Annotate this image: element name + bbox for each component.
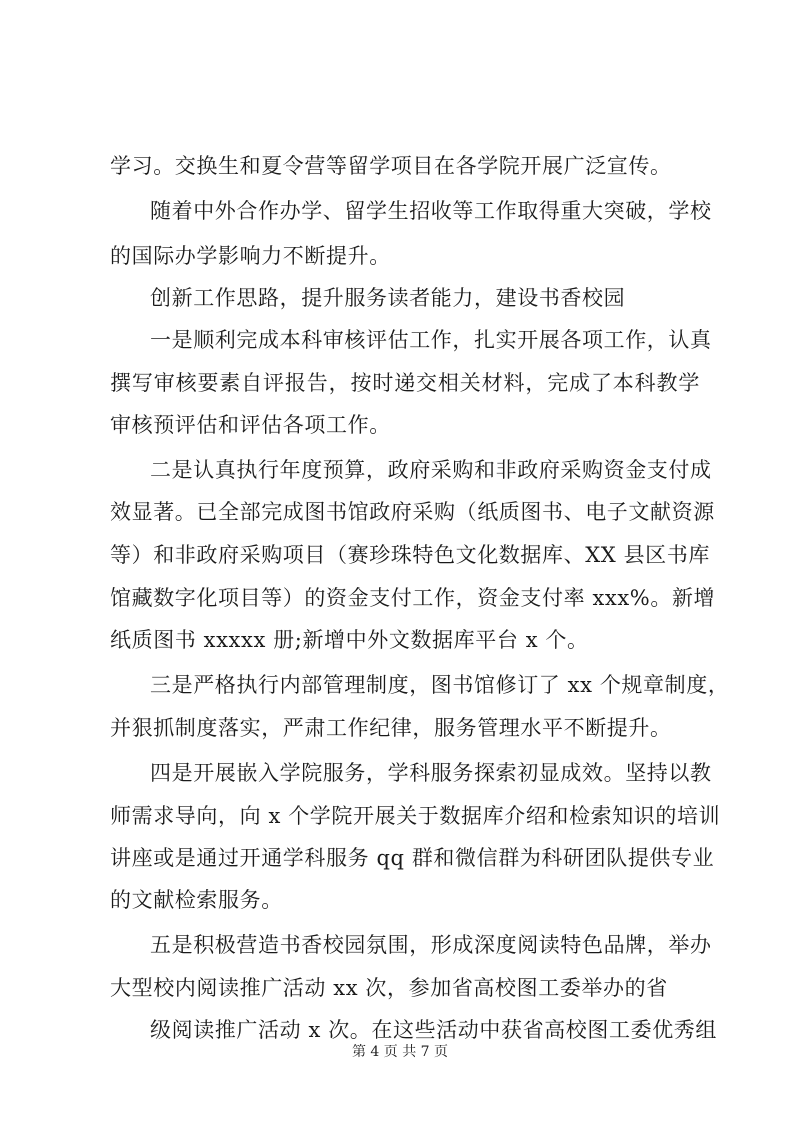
- text-line: 的文献检索服务。: [110, 888, 283, 912]
- text-line: 二是认真执行年度预算，政府采购和非政府采购资金支付成: [150, 458, 712, 482]
- text-line: 大型校内阅读推广活动 xx 次，参加省高校图工委举办的省: [110, 976, 668, 1000]
- text-line: 撰写审核要素自评报告，按时递交相关材料，完成了本科教学: [110, 371, 700, 395]
- page-number-footer: 第 4 页 共 7 页: [351, 1044, 449, 1060]
- text-line: 级阅读推广活动 x 次。在这些活动中获省高校图工委优秀组: [150, 1018, 717, 1042]
- text-line: 师需求导向，向 x 个学院开展关于数据库介绍和检索知识的培训: [110, 804, 721, 828]
- text-line: 并狠抓制度落实，严肃工作纪律，服务管理水平不断提升。: [110, 716, 672, 740]
- text-line: 四是开展嵌入学院服务，学科服务探索初显成效。坚持以教: [150, 761, 712, 785]
- text-line: 纸质图书 xxxxx 册;新增中外文数据库平台 x 个。: [110, 628, 589, 652]
- text-line: 等）和非政府采购项目（赛珍珠特色文化数据库、XX 县区书库: [110, 543, 710, 567]
- text-line: 五是积极营造书香校园氛围，形成深度阅读特色品牌，举办: [150, 933, 712, 957]
- text-line: 学习。交换生和夏令营等留学项目在各学院开展广泛宣传。: [110, 154, 672, 178]
- text-line: 馆藏数字化项目等）的资金支付工作，资金支付率 xxx%。新增: [110, 586, 716, 610]
- text-line: 讲座或是通过开通学科服务 qq 群和微信群为科研团队提供专业: [110, 846, 715, 870]
- text-line: 一是顺利完成本科审核评估工作，扎实开展各项工作，认真: [150, 328, 712, 352]
- text-line: 效显著。已全部完成图书馆政府采购（纸质图书、电子文献资源: [110, 500, 715, 524]
- text-line: 三是严格执行内部管理制度，图书馆修订了 xx 个规章制度，: [150, 673, 730, 697]
- text-line: 的国际办学影响力不断提升。: [110, 244, 391, 268]
- text-line: 审核预评估和评估各项工作。: [110, 413, 391, 437]
- section-heading: 创新工作思路，提升服务读者能力，建设书香校园: [150, 286, 626, 310]
- text-line: 随着中外合作办学、留学生招收等工作取得重大突破，学校: [150, 199, 712, 223]
